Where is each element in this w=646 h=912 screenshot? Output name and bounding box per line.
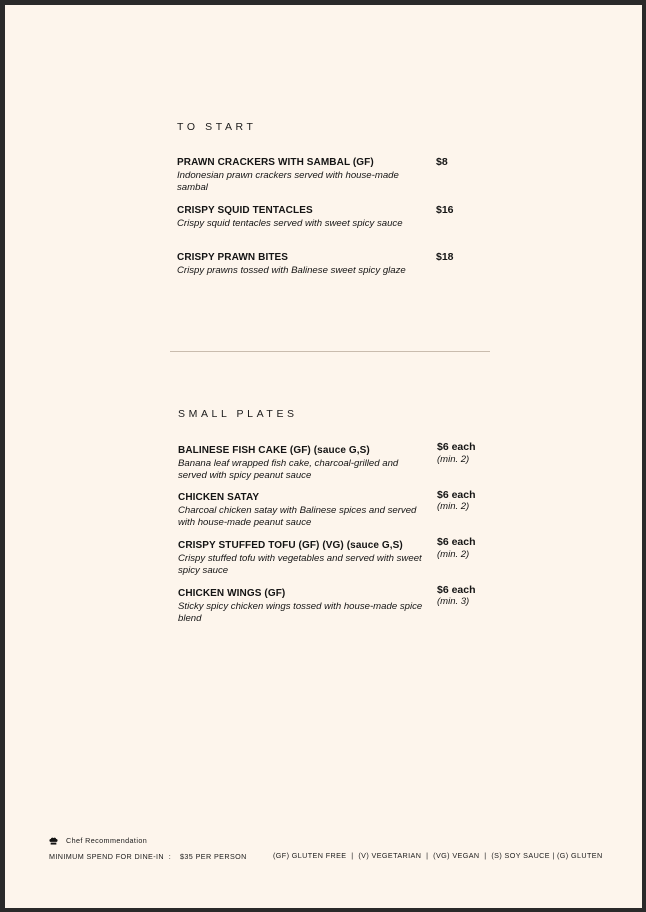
item-price: $6 each — [437, 536, 476, 548]
section-divider — [170, 351, 490, 352]
menu-item — [178, 588, 598, 625]
item-description: Crispy squid tentacles served with sweet spicy sauce — [177, 218, 403, 229]
item-min-note: (min. 2) — [437, 549, 470, 560]
item-description: Banana leaf wrapped fish cake, charcoal-grilled and served with spicy peanut sauce — [178, 458, 399, 481]
item-name: PRAWN CRACKERS WITH SAMBAL (GF) — [177, 157, 374, 168]
item-price: $6 each — [437, 441, 476, 453]
item-name: CRISPY STUFFED TOFU (GF) (VG) (sauce G,S) — [178, 540, 403, 551]
item-description: Indonesian prawn crackers served with house-made sambal — [177, 170, 399, 193]
menu-item — [177, 205, 597, 230]
item-min-note: (min. 2) — [437, 454, 470, 465]
item-description: Crispy prawns tossed with Balinese sweet spicy glaze — [177, 265, 406, 276]
minimum-spend-label: MINIMUM SPEND FOR DINE-IN : — [49, 852, 172, 861]
item-min-note: (min. 3) — [437, 596, 470, 607]
dietary-legend: (GF) GLUTEN FREE | (V) VEGETARIAN | (VG) VEGAN | (S) SOY SAUCE | (G) GLUTEN — [273, 851, 603, 860]
item-price: $8 — [436, 156, 448, 168]
item-description: Charcoal chicken satay with Balinese spices and served with house-made peanut sauce — [178, 505, 417, 528]
menu-item — [178, 492, 598, 529]
item-name: BALINESE FISH CAKE (GF) (sauce G,S) — [178, 445, 370, 456]
item-name: CHICKEN WINGS (GF) — [178, 588, 286, 599]
item-price: $6 each — [437, 584, 476, 596]
item-description: Sticky spicy chicken wings tossed with house-made spice blend — [178, 601, 423, 624]
menu-item — [178, 540, 598, 577]
item-price: $18 — [436, 251, 454, 263]
minimum-spend-value: $35 PER PERSON — [180, 852, 247, 861]
item-name: CRISPY PRAWN BITES — [177, 252, 289, 263]
item-description: Crispy stuffed tofu with vegetables and served with sweet spicy sauce — [178, 553, 422, 576]
menu-item — [178, 445, 598, 482]
item-price: $6 each — [437, 489, 476, 501]
section-title-small-plates: SMALL PLATES — [178, 408, 298, 420]
item-name: CRISPY SQUID TENTACLES — [177, 205, 313, 216]
item-price: $16 — [436, 204, 454, 216]
chef-recommendation-legend — [49, 836, 147, 845]
menu-page — [5, 5, 642, 908]
menu-item — [177, 252, 597, 277]
chef-recommendation-label: Chef Recommendation — [66, 836, 148, 845]
section-title-to-start: TO START — [177, 121, 257, 133]
item-min-note: (min. 2) — [437, 501, 470, 512]
item-name: CHICKEN SATAY — [178, 492, 260, 503]
menu-item — [177, 157, 597, 194]
chef-hat-icon — [49, 837, 58, 845]
